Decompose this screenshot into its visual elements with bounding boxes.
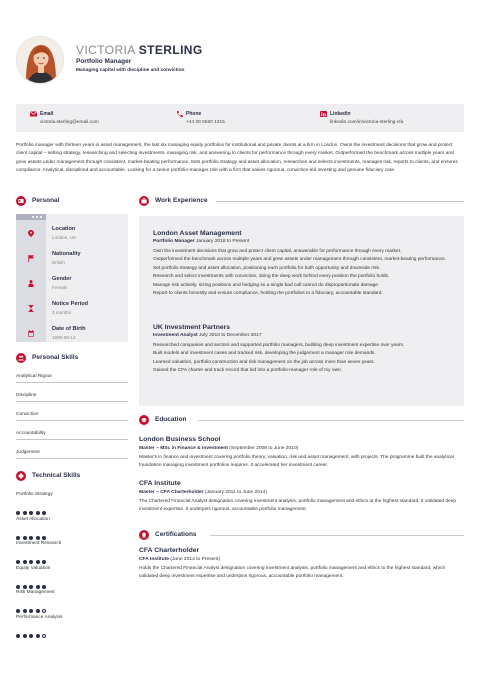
degree-meta: Master – CFA Charterholder (January 2011 to June 2014): [139, 490, 268, 495]
education-title: Education: [155, 416, 187, 423]
rating-dot-filled: [36, 536, 40, 540]
calendar-icon: [28, 330, 34, 337]
rating-dot-filled: [23, 585, 27, 589]
rating-dot-filled: [16, 585, 20, 589]
linkedin-value[interactable]: linkedin.com/in/victoria-sterling-cfa: [330, 120, 404, 125]
rating-dot-filled: [23, 634, 27, 638]
education-entry: [139, 436, 464, 471]
skill-rating: [16, 576, 49, 580]
rating-dot-filled: [29, 536, 33, 540]
email-value[interactable]: victoria.sterling@email.com: [40, 120, 99, 125]
rating-dot-filled: [36, 560, 40, 564]
job-description: Researched companies and sectors and supported portfolio managers, building deep investment expertise over years. Built models and investment cases and tracked risk, developing the judgement a manager role demands. Learned valuation, portfolio construction and risk management on the job across more than seven years. Gained the CFA charter and track record that led into a portfolio-manager role of my own.: [153, 343, 405, 374]
linkedin-icon: [320, 111, 327, 117]
gear-icon: [18, 473, 24, 479]
personal-skill-item: Discipline: [16, 391, 128, 410]
personal-skill-item: Accountability: [16, 429, 128, 448]
certifications-divider: [210, 535, 464, 536]
personal-skills-section-icon: [16, 353, 26, 363]
skill-label: Performance Analysis: [16, 614, 63, 620]
skill-rating: [16, 600, 49, 604]
skill-label: Equity Valuation: [16, 565, 51, 571]
personal-skill-item: Conviction: [16, 410, 128, 429]
personal-title: Personal: [32, 197, 60, 204]
rating-dot-filled: [16, 536, 20, 540]
technical-skill-item: [16, 541, 128, 565]
rating-dot-empty: [42, 609, 46, 613]
technical-skill-item: [16, 517, 128, 541]
personal-item-nationality: Nationality British: [16, 247, 128, 272]
map-pin-icon: [28, 230, 34, 237]
rating-dot-filled: [29, 634, 33, 638]
email-icon: [30, 111, 37, 117]
technical-skills-section-icon: [16, 471, 26, 481]
skill-label: Investment Research: [16, 541, 62, 546]
id-card-icon: [18, 198, 24, 204]
rating-dot-filled: [29, 585, 33, 589]
rating-dot-filled: [42, 536, 46, 540]
skill-label: Asset Allocation: [16, 516, 50, 522]
rating-dot-filled: [29, 511, 33, 515]
certifications-section-icon: [139, 530, 149, 540]
contact-bar: [16, 104, 464, 132]
rating-dot-filled: [29, 560, 33, 564]
technical-skill-item: [16, 492, 128, 516]
rating-dot-filled: [42, 560, 46, 564]
job-entry: [153, 324, 453, 376]
candidate-name: VICTORIA STERLING: [76, 43, 203, 57]
rating-dot-filled: [36, 634, 40, 638]
rating-dot-filled: [16, 609, 20, 613]
personal-section-icon: [16, 196, 26, 206]
rating-dot-filled: [42, 585, 46, 589]
personal-item-notice: Notice Period 3 months: [16, 297, 128, 322]
school-name: CFA Institute: [139, 480, 181, 487]
flag-icon: [28, 255, 34, 262]
education-description: The Chartered Financial Analyst designation covering investment analysis, portfolio management and ethics at the highest standard. It validated deep investment expertise. It underpins rigorous, accountable portfolio management.: [139, 499, 457, 513]
company-name: London Asset Management: [153, 230, 242, 237]
card-tab: [16, 214, 46, 220]
work-experience-panel: [139, 216, 464, 406]
rating-dot-empty: [42, 634, 46, 638]
person-icon: [28, 280, 34, 287]
work-section-icon: [139, 196, 149, 206]
personal-skills-title: Personal Skills: [32, 354, 79, 361]
school-name: London Business School: [139, 436, 221, 443]
degree-meta: Master – MSc in Finance & Investment (September 2008 to June 2010): [139, 446, 299, 451]
graduation-cap-icon: [141, 417, 147, 423]
education-divider: [198, 420, 464, 421]
rating-dot-filled: [36, 511, 40, 515]
rating-dot-filled: [36, 585, 40, 589]
job-meta: Portfolio Manager January 2018 to Present: [153, 239, 250, 244]
rating-dot-filled: [23, 536, 27, 540]
skill-label: Risk Management: [16, 590, 55, 595]
education-section-icon: [139, 415, 149, 425]
personal-item-gender: Gender Female: [16, 272, 128, 297]
skill-rating: [16, 625, 49, 629]
job-meta: Investment Analyst July 2010 to December 2017: [153, 333, 262, 338]
personal-card: [16, 214, 128, 342]
company-name: UK Investment Partners: [153, 324, 231, 331]
work-divider: [216, 201, 464, 202]
users-icon: [18, 355, 24, 361]
job-entry: [153, 230, 453, 298]
certification-name: CFA Charterholder: [139, 547, 200, 554]
personal-skill-item: Analytical Rigour: [16, 372, 128, 391]
profile-summary: Portfolio manager with thirteen years in asset management, the last six managing equity portfolios for institutional and private clients at a firm in London. Owns the investment decisions that grow and protect client capital – setting strategy, researching and selecting investments, managing risk, and answering to clients for performance through every market. Outperformed the benchmark across multiple years and grew assets under management through consistent, market-beating performance. Sets portfolio strategy and asset allocation, researches and selects investments, manages risk, reports to clients, and ensures compliance. Analytical, disciplined and accountable. Looking for a senior portfolio-manager role with a firm that values rigorous, conviction-led investing and genuine fiduciary care.: [16, 143, 458, 174]
technical-skill-item: [16, 615, 128, 639]
rating-dot-filled: [36, 609, 40, 613]
rating-dot-filled: [23, 560, 27, 564]
tagline: Managing capital with discipline and conviction: [76, 68, 185, 73]
education-entry: [139, 480, 464, 515]
award-icon: [141, 532, 147, 538]
skill-rating: [16, 551, 49, 555]
rating-dot-filled: [29, 609, 33, 613]
personal-skill-item: Judgement: [16, 448, 128, 467]
certification-meta: CFA Institute (June 2014 to Present): [139, 557, 221, 562]
linkedin-label: Linkedin: [330, 111, 351, 117]
job-title: Portfolio Manager: [76, 58, 132, 65]
rating-dot-filled: [16, 511, 20, 515]
technical-skill-item: [16, 590, 128, 614]
technical-skills-title: Technical Skills: [32, 472, 81, 479]
resume-header: [16, 36, 464, 88]
hourglass-icon: [28, 305, 34, 312]
rating-dot-filled: [23, 511, 27, 515]
certifications-title: Certifications: [155, 531, 197, 538]
rating-dot-filled: [16, 560, 20, 564]
phone-value[interactable]: +44 20 5550 1315: [186, 120, 225, 125]
skill-label: Portfolio Strategy: [16, 492, 53, 497]
phone-icon: [176, 111, 183, 117]
email-label: Email: [40, 111, 54, 117]
technical-skill-item: [16, 566, 128, 590]
work-title: Work Experience: [155, 197, 208, 204]
personal-item-dob: Date of Birth 1986-09-12: [16, 322, 128, 347]
profile-photo: [16, 36, 64, 84]
rating-dot-filled: [16, 634, 20, 638]
certification-entry: [139, 547, 464, 582]
briefcase-icon: [141, 198, 147, 204]
personal-item-location: Location London, UK: [16, 222, 128, 247]
education-description: Master's in finance and investment covering portfolio theory, valuation, risk and asset management, with projects. The programme built the analytical foundation managing investment portfolios requires. It accelerated her investment career.: [139, 455, 454, 469]
skill-rating: [16, 527, 49, 531]
skill-rating: [16, 502, 49, 506]
certification-description: Holds the Chartered Financial Analyst designation covering investment analysis, portfolio management and ethics to the highest standard, which validated deep investment expertise and underpins rigorous, accountable portfolio management.: [139, 566, 446, 580]
rating-dot-filled: [42, 511, 46, 515]
rating-dot-filled: [23, 609, 27, 613]
job-description: Own the investment decisions that grow and protect client capital, answerable for performance through every market. Outperformed the benchmark across multiple years and grew assets under management through consistent, market-beating performance. Set portfolio strategy and asset allocation, positioning each portfolio for both opportunity and downside risk. Research and select investments with conviction, doing the deep work behind every position the portfolio holds. Manage risk actively, sizing positions and hedging so a single bad call cannot do disproportionate damage. Report to clients honestly and ensure compliance, holding the portfolios to a fiduciary, accountable standard.: [153, 249, 447, 297]
phone-label: Phone: [186, 111, 202, 117]
